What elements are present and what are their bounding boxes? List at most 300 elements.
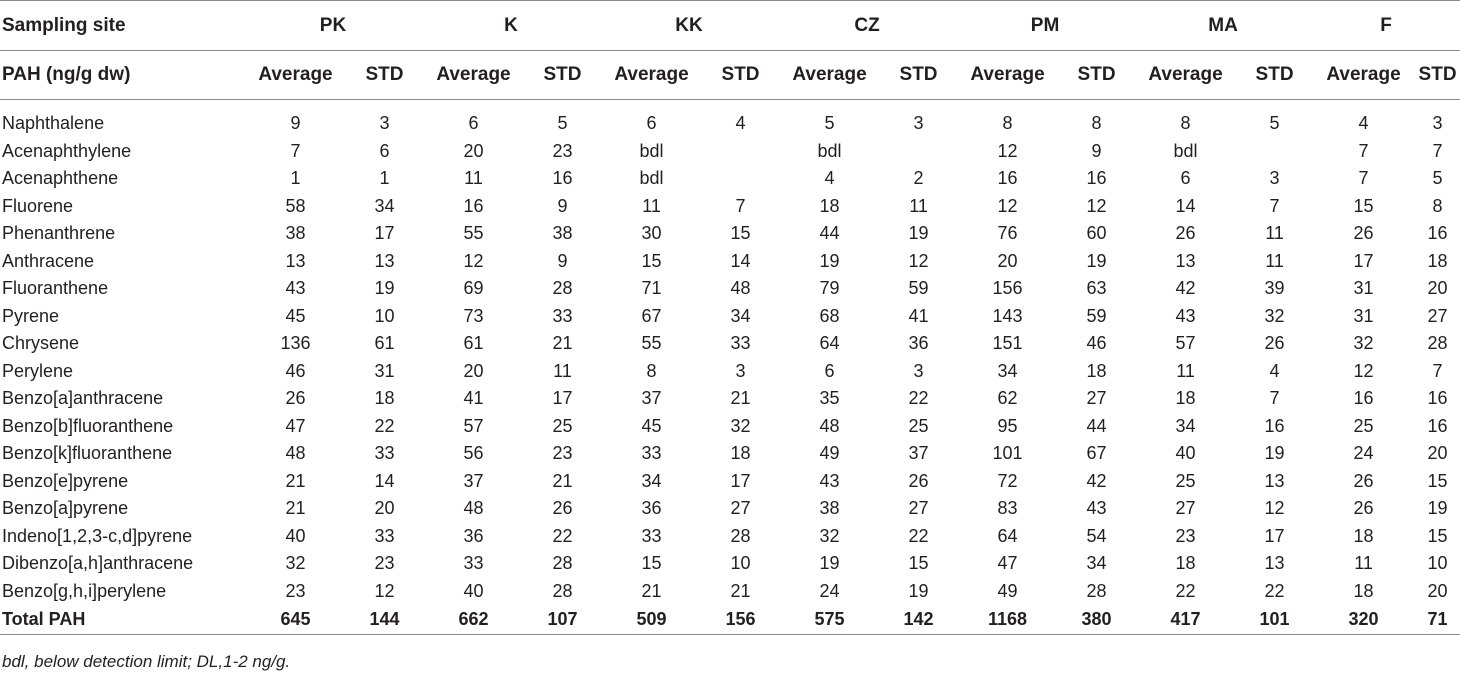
average-cell: 49 [819, 443, 840, 464]
std-cell: 14 [374, 470, 395, 491]
average-cell: 5 [824, 113, 835, 134]
std-cell: 15 [1427, 470, 1448, 491]
std-cell: 33 [730, 333, 751, 354]
average-cell: 26 [1353, 470, 1374, 491]
compound-name: Benzo[g,h,i]perylene [2, 580, 167, 601]
average-cell: 30 [641, 223, 662, 244]
std-cell: 8 [1432, 195, 1443, 216]
std-cell: 12 [908, 250, 929, 271]
std-cell: 4 [735, 113, 746, 134]
std-cell: 27 [1086, 388, 1107, 409]
std-cell: 33 [374, 525, 395, 546]
std-cell: 9 [1091, 140, 1102, 161]
table-row [0, 523, 1460, 551]
std-cell: 7 [1269, 388, 1280, 409]
average-cell: 67 [641, 305, 662, 326]
average-cell: 18 [1175, 388, 1196, 409]
average-cell: 64 [997, 525, 1018, 546]
average-cell: 1 [290, 168, 301, 189]
average-cell: 31 [1353, 278, 1374, 299]
average-cell: 35 [819, 388, 840, 409]
std-header: STD [1077, 64, 1116, 85]
std-cell: 17 [374, 223, 395, 244]
average-cell: 79 [819, 278, 840, 299]
compound-name: Benzo[a]pyrene [2, 498, 129, 519]
table-row [0, 248, 1460, 276]
average-cell: 662 [458, 609, 489, 629]
average-cell: 509 [636, 609, 667, 629]
site-header-k: K [504, 14, 518, 36]
std-cell: 142 [903, 609, 934, 629]
average-cell: 57 [463, 415, 484, 436]
std-cell: 17 [552, 388, 573, 409]
std-cell: 59 [1086, 305, 1107, 326]
average-cell: 32 [1353, 333, 1374, 354]
average-cell: 13 [285, 250, 306, 271]
total-row [0, 605, 1460, 635]
std-cell: 16 [1427, 388, 1448, 409]
std-cell: 20 [374, 498, 395, 519]
site-header-pm: PM [1030, 14, 1060, 36]
average-cell: 34 [641, 470, 662, 491]
average-cell: 6 [824, 360, 835, 381]
site-header-kk: KK [675, 14, 703, 36]
average-cell: 20 [997, 250, 1018, 271]
std-cell: 61 [374, 333, 395, 354]
std-cell: 6 [379, 140, 390, 161]
table-row [0, 385, 1460, 413]
std-cell: 18 [1427, 250, 1448, 271]
average-cell: 16 [997, 168, 1018, 189]
std-cell: 28 [730, 525, 751, 546]
std-cell: 26 [908, 470, 929, 491]
average-cell: 6 [646, 113, 657, 134]
pah-unit-label: PAH (ng/g dw) [2, 64, 131, 85]
average-cell: 18 [1353, 580, 1374, 601]
average-cell: 136 [280, 333, 311, 354]
std-cell: 46 [1086, 333, 1107, 354]
average-cell: 31 [1353, 305, 1374, 326]
std-cell: 2 [913, 168, 924, 189]
average-cell: 36 [463, 525, 484, 546]
std-cell: 28 [552, 278, 573, 299]
table-row [0, 193, 1460, 221]
std-cell: 8 [1091, 113, 1102, 134]
std-cell: 5 [1432, 168, 1443, 189]
std-cell: 12 [374, 580, 395, 601]
average-cell: 34 [997, 360, 1018, 381]
average-cell: 15 [641, 250, 662, 271]
compound-name: Fluorene [2, 195, 74, 216]
std-cell: 63 [1086, 278, 1107, 299]
average-cell: 12 [1353, 360, 1374, 381]
average-cell: 55 [463, 223, 484, 244]
average-cell: 417 [1170, 609, 1201, 629]
average-cell: 43 [285, 278, 306, 299]
average-cell: 57 [1175, 333, 1196, 354]
table-row [0, 495, 1460, 523]
average-cell: 15 [1353, 195, 1374, 216]
std-cell: 44 [1086, 415, 1107, 436]
average-cell: 22 [1175, 580, 1196, 601]
std-cell: 60 [1086, 223, 1107, 244]
average-cell: 68 [819, 305, 840, 326]
std-cell: 37 [908, 443, 929, 464]
average-cell: 15 [641, 553, 662, 574]
std-cell: 11 [553, 360, 572, 381]
std-cell: 27 [1427, 305, 1448, 326]
std-cell: 22 [552, 525, 573, 546]
average-cell: 58 [285, 195, 306, 216]
std-cell: 19 [908, 580, 929, 601]
table-row [0, 358, 1460, 386]
average-cell: 645 [280, 609, 311, 629]
compound-name: Benzo[a]anthracene [2, 388, 164, 409]
average-cell: 11 [642, 195, 661, 216]
average-cell: bdl [1173, 140, 1198, 161]
std-cell [881, 138, 956, 166]
average-cell: 24 [819, 580, 840, 601]
average-cell: 73 [463, 305, 484, 326]
std-cell: 101 [1259, 609, 1290, 629]
average-cell: 41 [463, 388, 484, 409]
std-cell: 21 [730, 580, 751, 601]
average-cell: 40 [285, 525, 306, 546]
average-cell: 6 [468, 113, 479, 134]
avg-header: Average [970, 64, 1045, 85]
std-cell [703, 165, 778, 193]
std-cell: 15 [908, 553, 929, 574]
average-cell: 4 [824, 168, 835, 189]
table-row [0, 468, 1460, 496]
table-row [0, 330, 1460, 358]
avg-header: Average [436, 64, 511, 85]
table-row [0, 550, 1460, 578]
average-cell: 19 [819, 250, 840, 271]
std-cell: 21 [552, 470, 573, 491]
std-cell: 38 [552, 223, 573, 244]
average-cell: 64 [819, 333, 840, 354]
std-cell: 32 [730, 415, 751, 436]
average-cell: 19 [819, 553, 840, 574]
std-cell: 13 [1264, 470, 1285, 491]
std-cell: 7 [735, 195, 746, 216]
std-cell: 20 [1427, 278, 1448, 299]
avg-header: Average [258, 64, 333, 85]
average-cell: 23 [285, 580, 306, 601]
average-cell: 38 [285, 223, 306, 244]
average-cell: 69 [463, 278, 484, 299]
average-cell: 156 [992, 278, 1023, 299]
average-cell: 575 [814, 609, 845, 629]
std-cell: 10 [730, 553, 751, 574]
compound-name: Acenaphthene [2, 168, 119, 189]
sampling-site-label: Sampling site [2, 14, 126, 36]
average-cell: 6 [1180, 168, 1191, 189]
std-cell: 9 [557, 250, 568, 271]
average-cell: 143 [992, 305, 1023, 326]
average-cell: 62 [997, 388, 1018, 409]
std-cell: 15 [730, 223, 751, 244]
average-cell: 7 [290, 140, 301, 161]
average-cell: 26 [1175, 223, 1196, 244]
std-cell: 23 [552, 443, 573, 464]
std-cell: 27 [908, 498, 929, 519]
std-cell: 41 [908, 305, 929, 326]
std-cell: 28 [552, 553, 573, 574]
site-header-pk: PK [319, 14, 347, 36]
std-cell: 5 [1269, 113, 1280, 134]
std-cell: 33 [552, 305, 573, 326]
compound-name: Phenanthrene [2, 223, 116, 244]
std-cell: 34 [374, 195, 395, 216]
average-cell: 38 [819, 498, 840, 519]
average-cell: 8 [646, 360, 657, 381]
std-cell: 12 [1086, 195, 1107, 216]
std-cell: 16 [1086, 168, 1107, 189]
table-row [0, 440, 1460, 468]
std-cell: 25 [552, 415, 573, 436]
compound-name: Benzo[e]pyrene [2, 470, 129, 491]
std-cell: 107 [547, 609, 578, 629]
average-cell: 16 [463, 195, 484, 216]
std-cell: 17 [730, 470, 751, 491]
std-cell: 17 [1264, 525, 1285, 546]
std-cell: 67 [1086, 443, 1107, 464]
std-cell: 54 [1086, 525, 1107, 546]
average-cell: 45 [641, 415, 662, 436]
average-cell: 40 [463, 580, 484, 601]
average-cell: 9 [290, 113, 301, 134]
std-cell: 21 [730, 388, 751, 409]
average-cell: 34 [1175, 415, 1196, 436]
std-cell: 19 [374, 278, 395, 299]
average-cell: 26 [1353, 223, 1374, 244]
average-cell: 48 [285, 443, 306, 464]
std-cell: 9 [557, 195, 568, 216]
std-cell: 11 [1265, 250, 1284, 271]
average-cell: 17 [1353, 250, 1374, 271]
std-cell: 11 [909, 195, 928, 216]
average-cell: 320 [1348, 609, 1379, 629]
average-cell: 16 [1353, 388, 1374, 409]
footnote: bdl, below detection limit; DL,1-2 ng/g. [2, 652, 291, 671]
std-cell: 4 [1269, 360, 1280, 381]
std-cell: 3 [913, 113, 924, 134]
average-cell: 48 [819, 415, 840, 436]
std-cell: 7 [1269, 195, 1280, 216]
std-cell: 34 [1086, 553, 1107, 574]
avg-header: Average [614, 64, 689, 85]
average-cell: 43 [1175, 305, 1196, 326]
average-cell: 7 [1358, 140, 1369, 161]
average-cell: 71 [641, 278, 662, 299]
compound-name: Fluoranthene [2, 278, 109, 299]
average-cell: 42 [1175, 278, 1196, 299]
site-header-cz: CZ [854, 14, 880, 36]
column-header-row [0, 51, 1460, 100]
average-cell: 25 [1353, 415, 1374, 436]
std-cell: 19 [908, 223, 929, 244]
average-cell: 95 [997, 415, 1018, 436]
average-cell: 20 [463, 360, 484, 381]
average-cell: 18 [1353, 525, 1374, 546]
average-cell: 21 [641, 580, 662, 601]
std-cell: 71 [1427, 609, 1448, 629]
std-cell: 3 [379, 113, 390, 134]
std-cell: 7 [1432, 140, 1443, 161]
std-cell: 26 [552, 498, 573, 519]
std-cell [703, 138, 778, 166]
std-cell: 23 [552, 140, 573, 161]
table-body [0, 100, 1460, 635]
average-cell: 23 [1175, 525, 1196, 546]
average-cell: 20 [463, 140, 484, 161]
std-cell: 28 [1427, 333, 1448, 354]
table-row [0, 138, 1460, 166]
average-cell: 33 [463, 553, 484, 574]
table-row [0, 303, 1460, 331]
std-cell: 16 [1427, 415, 1448, 436]
average-cell: 101 [992, 443, 1023, 464]
average-cell: 76 [997, 223, 1018, 244]
average-cell: 12 [997, 140, 1018, 161]
average-cell: 46 [285, 360, 306, 381]
average-cell: 1168 [988, 609, 1028, 629]
std-cell: 33 [374, 443, 395, 464]
std-header: STD [543, 64, 582, 85]
average-cell: 8 [1180, 113, 1191, 134]
std-cell: 28 [1086, 580, 1107, 601]
std-cell: 13 [374, 250, 395, 271]
average-cell: 49 [997, 580, 1018, 601]
std-cell: 32 [1264, 305, 1285, 326]
average-cell: 18 [819, 195, 840, 216]
average-cell: 18 [1175, 553, 1196, 574]
std-cell: 19 [1086, 250, 1107, 271]
average-cell: 40 [1175, 443, 1196, 464]
std-header: STD [365, 64, 404, 85]
average-cell: 11 [1354, 553, 1373, 574]
std-cell: 36 [908, 333, 929, 354]
site-header-f: F [1380, 14, 1392, 36]
average-cell: 37 [641, 388, 662, 409]
average-cell: 83 [997, 498, 1018, 519]
std-cell: 22 [374, 415, 395, 436]
std-cell: 22 [1264, 580, 1285, 601]
average-cell: 4 [1358, 113, 1369, 134]
average-cell: bdl [817, 140, 842, 161]
average-cell: 36 [641, 498, 662, 519]
compound-name: Total PAH [2, 609, 86, 629]
average-cell: 61 [463, 333, 484, 354]
average-cell: 151 [992, 333, 1023, 354]
average-cell: 7 [1358, 168, 1369, 189]
compound-name: Naphthalene [2, 113, 105, 134]
average-cell: 37 [463, 470, 484, 491]
std-cell: 5 [557, 113, 568, 134]
spacer-row [0, 100, 1460, 111]
std-cell: 19 [1427, 498, 1448, 519]
std-cell: 21 [552, 333, 573, 354]
average-cell: bdl [639, 140, 664, 161]
average-cell: 56 [463, 443, 484, 464]
average-cell: 26 [285, 388, 306, 409]
average-cell: 55 [641, 333, 662, 354]
average-cell: 12 [463, 250, 484, 271]
std-cell: 1 [379, 168, 390, 189]
average-cell: 13 [1175, 250, 1196, 271]
std-cell: 34 [730, 305, 751, 326]
std-cell: 23 [374, 553, 395, 574]
compound-name: Anthracene [2, 250, 95, 271]
std-cell: 31 [374, 360, 395, 381]
average-cell: 11 [464, 168, 483, 189]
std-cell: 3 [1269, 168, 1280, 189]
std-cell: 48 [730, 278, 751, 299]
std-cell: 3 [735, 360, 746, 381]
std-cell: 22 [908, 525, 929, 546]
std-cell: 15 [1427, 525, 1448, 546]
std-cell: 16 [1427, 223, 1448, 244]
std-cell: 25 [908, 415, 929, 436]
std-cell: 18 [374, 388, 395, 409]
average-cell: 33 [641, 525, 662, 546]
std-cell: 28 [552, 580, 573, 601]
average-cell: 8 [1002, 113, 1013, 134]
average-cell: 26 [1353, 498, 1374, 519]
std-cell: 42 [1086, 470, 1107, 491]
average-cell: 27 [1175, 498, 1196, 519]
std-cell: 18 [730, 443, 751, 464]
average-cell: bdl [639, 168, 664, 189]
average-cell: 32 [819, 525, 840, 546]
std-cell: 10 [374, 305, 395, 326]
std-cell: 16 [1264, 415, 1285, 436]
avg-header: Average [792, 64, 867, 85]
compound-name: Dibenzo[a,h]anthracene [2, 553, 194, 574]
std-header: STD [1255, 64, 1294, 85]
table-row [0, 275, 1460, 303]
average-cell: 21 [285, 498, 306, 519]
std-cell: 12 [1264, 498, 1285, 519]
average-cell: 72 [997, 470, 1018, 491]
std-header: STD [721, 64, 760, 85]
avg-header: Average [1326, 64, 1401, 85]
table-row [0, 220, 1460, 248]
std-cell: 7 [1432, 360, 1443, 381]
std-cell: 27 [730, 498, 751, 519]
site-header-row [0, 1, 1460, 51]
std-cell: 380 [1081, 609, 1112, 629]
std-cell: 14 [730, 250, 751, 271]
compound-name: Acenaphthylene [2, 140, 132, 161]
average-cell: 12 [997, 195, 1018, 216]
compound-name: Benzo[k]fluoranthene [2, 443, 173, 464]
average-cell: 47 [997, 553, 1018, 574]
std-cell: 22 [908, 388, 929, 409]
site-header-ma: MA [1208, 14, 1238, 36]
average-cell: 47 [285, 415, 306, 436]
compound-name: Pyrene [2, 305, 60, 326]
average-cell: 45 [285, 305, 306, 326]
compound-name: Indeno[1,2,3-c,d]pyrene [2, 525, 193, 546]
std-cell: 144 [369, 609, 400, 629]
table-row [0, 165, 1460, 193]
average-cell: 33 [641, 443, 662, 464]
std-cell: 3 [1432, 113, 1443, 134]
average-cell: 14 [1175, 195, 1196, 216]
